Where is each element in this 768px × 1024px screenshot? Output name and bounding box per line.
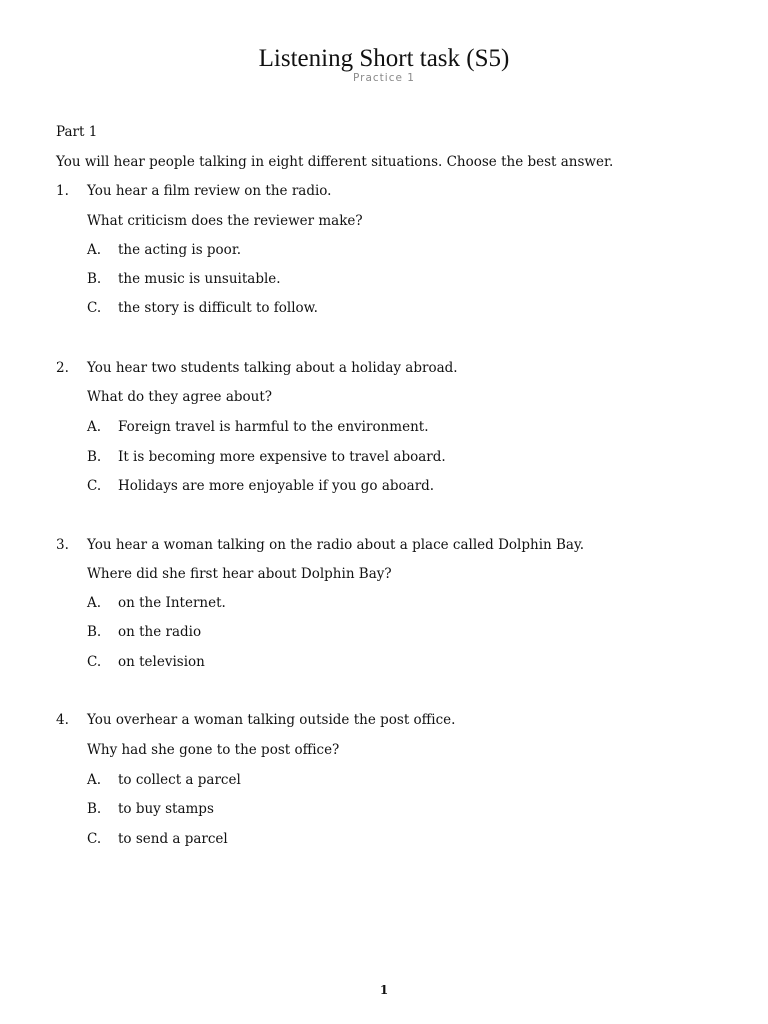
option-letter: C. [87, 300, 102, 316]
option-letter: B. [87, 624, 102, 640]
option-letter: C. [87, 831, 102, 847]
option-text: It is becoming more expensive to travel aboard. [118, 449, 446, 465]
option-letter: B. [87, 271, 102, 287]
option-text: to buy stamps [118, 801, 214, 817]
option-letter: B. [87, 801, 102, 817]
question-prompt: What do they agree about? [87, 389, 273, 405]
option-letter: A. [87, 419, 102, 435]
option-text: on the radio [118, 624, 202, 640]
question-prompt: What criticism does the reviewer make? [87, 213, 363, 229]
option-text: the story is difficult to follow. [118, 300, 318, 316]
question-prompt: Where did she first hear about Dolphin Bay? [87, 566, 392, 582]
question-number: 1. [56, 183, 69, 199]
question-text: You hear a film review on the radio. [87, 183, 332, 199]
option-letter: A. [87, 772, 102, 788]
question-text: You overhear a woman talking outside the post office. [87, 712, 456, 728]
option-text: on the Internet. [118, 595, 226, 611]
instructions-text: You will hear people talking in eight different situations. Choose the best answer. [56, 154, 614, 170]
option-text: on television [118, 654, 205, 670]
question-text: You hear a woman talking on the radio about a place called Dolphin Bay. [87, 537, 585, 553]
option-text: to send a parcel [118, 831, 228, 847]
option-text: to collect a parcel [118, 772, 241, 788]
page-title: Listening Short task (S5) [258, 45, 510, 72]
option-letter: C. [87, 478, 102, 494]
question-number: 4. [56, 712, 69, 728]
question-prompt: Why had she gone to the post office? [87, 742, 340, 758]
page-subtitle: Practice 1 [353, 72, 415, 84]
question-number: 2. [56, 360, 69, 376]
option-text: Foreign travel is harmful to the environment. [118, 419, 429, 435]
option-letter: A. [87, 242, 102, 258]
option-letter: B. [87, 449, 102, 465]
question-number: 3. [56, 537, 69, 553]
option-letter: A. [87, 595, 102, 611]
option-letter: C. [87, 654, 102, 670]
option-text: Holidays are more enjoyable if you go aboard. [118, 478, 435, 494]
option-text: the acting is poor. [118, 242, 242, 258]
page-number: 1 [379, 983, 389, 997]
question-text: You hear two students talking about a holiday abroad. [87, 360, 458, 376]
part-heading: Part 1 [56, 124, 98, 140]
option-text: the music is unsuitable. [118, 271, 281, 287]
